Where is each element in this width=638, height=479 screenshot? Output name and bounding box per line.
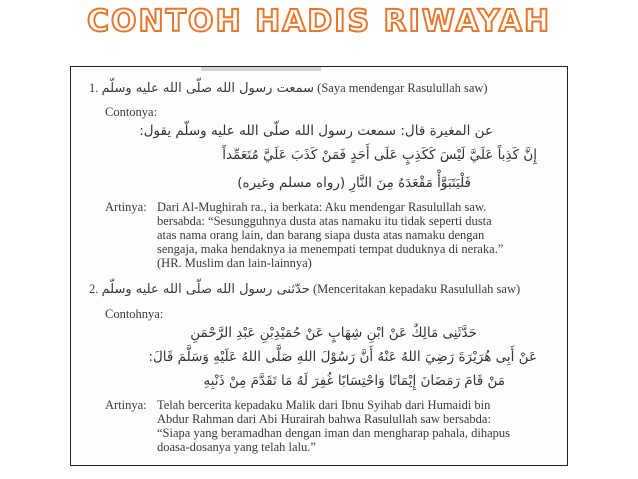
item1-meaning-label: Artinya: xyxy=(105,200,147,214)
item2-arabic-heading: حدّثنى رسول الله صلّى الله عليه وسلّم xyxy=(101,282,310,297)
cropped-header-text xyxy=(201,67,321,71)
item1-example-label: Contonya: xyxy=(105,105,158,119)
document-scan xyxy=(70,66,568,466)
item2-meaning-line-1: Telah bercerita kepadaku Malik dari Ibnu Syihab dari Humaidi bin xyxy=(157,398,491,412)
item2-hadith-line-1: حَدَّثَنِى مَالِكٌ عَنْ ابْنِ شِهَابٍ عَنْ حُمَيْدِبْنِ عَبْدِ الرَّحْمَنِ xyxy=(190,325,477,341)
item2-meaning-line-2: Abdur Rahman dari Abi Hurairah bahwa Rasulullah saw bersabda: xyxy=(157,412,491,426)
item2-number: 2. xyxy=(89,282,99,296)
item1-meaning-line-5: (HR. Muslim dan lain-lainnya) xyxy=(157,256,312,270)
item1-hadith-line-1: عن المغيرة قال: سمعت رسول الله صلّى الله عليه وسلّم يقول: xyxy=(139,123,493,139)
item2-meaning-line-3: “Siapa yang beramadhan dengan iman dan mengharap pahala, dihapus xyxy=(157,426,510,440)
item2-heading xyxy=(89,282,520,297)
item2-meaning-label: Artinya: xyxy=(105,398,147,412)
item1-meaning-line-1: Dari Al-Mughirah ra., ia berkata: Aku mendengar Rasulullah saw. xyxy=(157,200,487,214)
item1-arabic-heading: سمعت رسول الله صلّى الله عليه وسلّم xyxy=(101,81,315,96)
item1-latin-heading: (Saya mendengar Rasulullah saw) xyxy=(317,81,488,95)
item1-heading xyxy=(89,81,488,96)
item2-hadith-line-3: مَنْ قَامَ رَمَضَانَ إِيْمَانًا وَاحْتِسَابًا غُفِرَ لَهُ مَا تَقَدَّمَ مِنْ ذَنْبِهِ xyxy=(203,373,505,389)
item2-example-label: Contohnya: xyxy=(105,307,164,321)
item1-hadith-line-3: فَلْيَتَبَوَّأْ مَقْعَدَهُ مِنَ النَّارِ (رواه مسلم وغيره) xyxy=(237,175,471,191)
item1-meaning-line-2: bersabda: “Sesungguhnya dusta atas namaku itu tidak seperti dusta xyxy=(157,214,492,228)
slide-title: CONTOH HADIS RIWAYAH xyxy=(86,4,552,39)
item1-meaning-line-4: sengaja, maka hendaknya ia menempati tempat duduknya di neraka.” xyxy=(157,242,504,256)
item1-hadith-line-2: إِنَّ كَذِباً عَلَيَّ لَيْسَ كَكَذِبٍ عَلَى أَحَدٍ فَمَنْ كَذَبَ عَلَيَّ مُتَعَمِّداً xyxy=(222,147,537,163)
item2-hadith-line-2: عَنْ أَبِى هُرَيْرَةَ رَضِيَ اللهُ عَنْهُ أَنَّ رَسُوْلَ اللهِ صَلَّى اللهُ عَلَيْهِ وَسَلَّمَ قَالَ: xyxy=(148,349,537,365)
item1-number: 1. xyxy=(89,81,99,95)
item1-meaning-line-3: atas nama orang lain, dan barang siapa dusta atas namaku dengan xyxy=(157,228,485,242)
item2-meaning-line-4: doasa-dosanya yang telah lalu.” xyxy=(157,440,316,454)
item2-latin-heading: (Menceritakan kepadaku Rasulullah saw) xyxy=(312,282,521,296)
